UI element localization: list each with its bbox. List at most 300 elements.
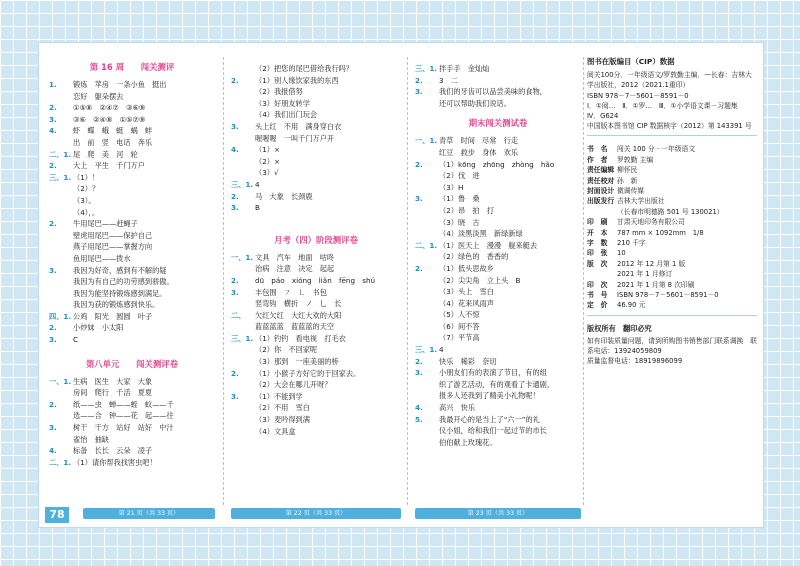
answer-line [415,170,581,182]
answer-text: （2）昂 拍 打 [439,205,494,215]
question-number: 2. [231,368,239,378]
answer-text: ①⑤⑧ ②④⑦ ③⑥⑨ [73,103,146,113]
answer-line [415,98,581,110]
answer-text: 还可以帮助我们说话。 [439,98,511,108]
answer-text: 竖弯钩 横折 ノ 乚 长 [255,299,342,309]
answer-line [49,241,215,253]
answer-line [415,159,581,171]
rights-lines [587,336,757,367]
answer-text: 标备 长长 云朵 凌子 [73,446,153,456]
col2-lines2 [231,252,401,438]
question-number: 二、1. [415,240,438,250]
answer-text: 我最开心的是当上了“六一”的礼 [439,414,540,424]
question-number: 2. [49,399,57,409]
answer-text: （2）你 不回家呢 [255,345,318,355]
answer-line [415,147,581,159]
answer-text: dū páo xióng liǎn fēng shú [255,275,376,285]
footer-page-right: 第 23 页（共 33 页） [415,508,581,519]
answer-line [415,390,581,402]
answer-text: 雀怡 抽缺 [73,434,109,444]
answer-text: 壁虎用尾巴——保护自己 [73,230,153,240]
metadata-value: （长春市明德路 501 号 130021） [617,207,724,216]
answer-line [415,402,581,414]
answer-line [49,149,215,161]
question-number: 2. [231,75,239,85]
metadata-row [587,228,757,238]
answer-text: （1）！ [73,172,100,182]
answer-line [49,79,215,91]
question-number: 2. [49,103,57,113]
metadata-key: 印 张 [587,249,608,258]
answer-line [49,299,215,311]
metadata-key [587,207,617,217]
answer-text: （1）别人缘饮家我的东西 [255,75,339,85]
column-divider [223,57,224,505]
metadata-key: 责任校对 [587,176,615,185]
answer-text: （3）。 [73,195,96,205]
cip-paragraphs [587,70,757,131]
answer-text: 高兴 快乐 [439,403,475,413]
column-divider [583,57,584,505]
answer-line [49,334,215,346]
answer-text: （5）人不惊 [439,310,480,320]
answer-text: 丰包围 ㇇ ㇗ 书包 [255,287,327,297]
question-number: 三、1. [49,172,72,182]
answer-line [49,91,215,103]
answer-text: ③⑥ ②④⑧ ①⑤⑦⑨ [73,114,146,124]
answer-sheet [38,42,764,528]
answer-line [231,287,401,299]
answer-text: 尾 爬 美 河 轮 [73,149,138,159]
answer-line [415,379,581,391]
metadata-value: 吉林大学出版社 [617,197,665,206]
question-number: 2. [415,263,423,273]
answer-line [231,191,401,203]
answer-line [49,410,215,422]
answer-line [231,75,401,87]
question-number: 三、1. [415,345,438,355]
question-number: 1. [49,80,57,89]
question-number: 3. [231,287,239,297]
question-number: 3. [231,203,239,213]
answer-text: （2）伐 进 [439,171,480,181]
metadata-value: 46.90 元 [617,301,646,310]
metadata-value: 787 mm × 1092mm 1/8 [617,228,704,237]
metadata-value: 孙 新 [617,176,638,185]
question-number: 3. [49,114,57,124]
question-number: 4. [49,126,57,136]
answer-text: 红豆 救步 身体 欢乐 [439,147,519,157]
answer-text: 虾 蝶 蛾 蜓 蜗 蚌 [73,126,153,136]
answer-line [49,265,215,277]
question-number: 2. [415,75,423,85]
answer-line [49,288,215,300]
answer-line [415,217,581,229]
answer-line [49,457,215,469]
question-number: 3. [415,368,423,378]
cip-divider [587,315,757,316]
answer-line [415,275,581,287]
col2-lines [231,63,401,214]
answer-text: （3）头上 雪白 [439,287,494,297]
answer-text: （3）那到 一座美丽的桥 [255,357,339,367]
answer-text: （4），。 [73,207,100,217]
question-number: 一、1. [231,252,254,262]
answer-line [49,399,215,411]
answer-text: 治病 注意 决定 起起 [255,264,335,274]
question-number: 3. [49,423,57,433]
question-number: 3. [415,87,423,97]
question-number: 四、1. [49,311,72,321]
answer-text: （1）低头思故乡 [439,263,494,273]
metadata-key: 书 名 [587,145,608,154]
answer-text: 我因为能坚持锻炼感到满足。 [73,288,167,298]
answer-line [231,310,401,322]
metadata-value: 2021 年 1 月第 8 次印刷 [617,280,695,289]
answer-text: （1）鲁 桑 [439,194,480,204]
metadata-value: ISBN 978－7－5601－8591－0 [617,290,719,299]
cip-paragraph: Ⅰ．①阅… Ⅱ．①罗… Ⅲ．①小学语文课－习题集 Ⅳ．G624 [587,101,745,121]
answer-line [415,332,581,344]
page-number-badge: 78 [45,507,69,523]
question-number: 3. [415,194,423,204]
metadata-row [587,186,757,196]
answer-line [49,322,215,334]
question-number: 二、1. [49,149,72,159]
metadata-row [587,280,757,290]
answer-text: （1）× [255,145,280,155]
answer-text: （2）？ [73,184,100,194]
rights-heading: 版权所有 翻印必究 [587,323,652,333]
answer-line [415,205,581,217]
answer-line [231,167,401,179]
answer-text: （3）√ [255,168,279,178]
answer-text: 我们的牙齿可以品尝美味的食物， [439,87,547,97]
metadata-value: 甘肃天地印务有限公司 [617,218,685,227]
metadata-row [587,144,757,154]
metadata-key: 开 本 [587,228,608,237]
answer-line [49,422,215,434]
answer-line [49,207,215,219]
metadata-row [587,176,757,186]
answer-line [49,125,215,137]
answer-text: （3）H [439,182,464,192]
answer-line [415,425,581,437]
answer-text: 我因为好奇，感到有不解的疑 [73,265,167,275]
metadata-row [587,155,757,165]
book-metadata [587,144,757,310]
metadata-value: 210 千字 [617,238,646,247]
answer-line [231,144,401,156]
answer-text: （1）钓钓 看电视 打毛衣 [255,333,346,343]
metadata-row [587,196,757,206]
answer-line [415,344,581,356]
answer-line [231,321,401,333]
answer-text: 4 [255,179,260,189]
column-divider [407,57,408,505]
metadata-value: 柳怀民 [617,166,638,175]
answer-text: 拌手手 金灿灿 [439,64,490,73]
answer-line [415,367,581,379]
answer-line [415,135,581,147]
answer-line [49,172,215,184]
answer-text: （1）kōng zhōng zhòng hǎo [439,159,555,169]
metadata-row [587,290,757,300]
cip-paragraph: 阅关100分．一年级语文/罗敦勤主编．—长春：吉林大学出版社，2012（2021.1重印） [587,71,752,90]
answer-line [231,402,401,414]
question-number: 2. [49,161,57,171]
answer-text: 3 二 [439,75,458,85]
answer-text: （2）× [255,156,280,166]
answer-line [231,121,401,133]
col3-lines2 [415,135,581,448]
answer-line [415,240,581,252]
answer-text: （2）绿色的 香香的 [439,252,509,262]
answer-text: 牛用尾巴——赶蝇子 [73,219,138,229]
answer-text: （7）平节高 [439,333,480,343]
answer-line [49,376,215,388]
answer-text: （3）晓 古 [439,217,480,227]
answer-text: 仪小姐，给和我们一起过节的市长 [439,426,547,436]
answer-line [49,137,215,149]
answer-line [415,321,581,333]
answer-text: 公鸡 阳光 圆圆 叶子 [73,311,153,321]
answer-line [415,356,581,368]
answer-text: 小朋友们有的表演了节目，有的组 [439,368,547,378]
column-2 [231,57,401,437]
answer-text: （1）请你帮我找害虫吧！ [73,457,157,467]
metadata-value: 闯关 100 分 · 一年级语文 [617,145,696,154]
answer-text: （4）淡黑淡黑 新绿新绿 [439,229,523,239]
metadata-key: 印 刷 [587,218,608,227]
metadata-key: 书 号 [587,290,608,299]
answer-line [231,86,401,98]
answer-text: 小炒妹 小太阳 [73,323,124,333]
answer-text: 头上红 不用 满身穿白衣 [255,121,342,131]
question-number: 3. [231,391,239,401]
answer-line [415,437,581,449]
answer-text: 树干 干方 站好 站好 中汁 [73,423,174,433]
answer-text: 欠红欠红 大红大欢的大阳 [255,310,342,320]
question-number: 3. [49,265,57,275]
answer-line [49,276,215,288]
answer-text: 燕子用尾巴——掌握方向 [73,242,153,252]
answer-line [415,263,581,275]
answer-text: 报多人还我到了精美小礼物呢！ [439,391,540,401]
question-number: 4. [231,145,239,155]
answer-text: （6）间不答 [439,321,480,331]
metadata-row [587,300,757,310]
answer-text: 4 [439,345,444,355]
metadata-row [587,165,757,175]
col1-lines [49,79,215,346]
metadata-key: 定 价 [587,301,608,310]
question-number: 二、 [231,310,246,320]
answer-line [49,195,215,207]
metadata-key: 版 次 [587,259,608,268]
question-number: 3. [49,335,57,345]
question-number: 三、1. [415,64,438,73]
rights-block [587,324,757,367]
answer-text: 蓝蓝蓝蓝 蓝蓝蓝的天空 [255,322,335,332]
metadata-row [587,269,757,279]
answer-text: （2）大会在哪儿开呀？ [255,380,332,390]
answer-text: 房间 爬行 千活 夏夏 [73,388,153,398]
answer-line [231,333,401,345]
question-number: 2. [415,159,423,169]
section-title-unit8: 第八单元 闯关测评卷 [85,358,179,369]
cip-column [587,57,757,366]
question-number: 2. [231,191,239,201]
answer-text: 锻炼 苹房 一条小鱼 挺出 [73,80,167,89]
answer-line [231,344,401,356]
answer-line [415,251,581,263]
metadata-key: 责任编辑 [587,166,615,175]
col3-lines [415,63,581,109]
section-title-month4: 月考（四）阶段测评卷 [274,234,358,245]
answer-line [231,298,401,310]
answer-line [49,434,215,446]
answer-line [415,286,581,298]
question-number: 三、1. [231,179,254,189]
metadata-key: 出版发行 [587,197,615,206]
question-number: 一、1. [415,136,438,146]
metadata-key [587,269,617,279]
answer-text: （2）我报借努 [255,87,303,97]
answer-text: 快乐 稀彩 奈切 [439,356,497,366]
answer-line [231,414,401,426]
answer-text: 我因为获的锻炼感到快乐。 [73,300,160,310]
answer-text: 伯伯献上玫瑰花。 [439,437,497,447]
answer-text: （1）不能到学 [255,391,303,401]
answer-text: （4）花来风雨声 [439,298,494,308]
metadata-row [587,238,757,248]
cip-paragraph: 中国版本图书馆 CIP 数据核字（2012）第 143391 号 [587,122,752,131]
answer-line [231,368,401,380]
question-number: 4. [49,446,57,456]
answer-line [231,133,401,145]
answer-line [49,387,215,399]
answer-line [49,311,215,323]
answer-text: 恋好 躯朵摆去 [73,91,124,101]
answer-line [231,391,401,403]
section-title-final: 期末闯关测试卷 [468,118,528,129]
answer-text: 出 前 竖 电话 奔乐 [73,137,153,147]
metadata-row [587,259,757,269]
metadata-key: 作 者 [587,155,608,164]
answer-text: 喔喔喔 一叫千门万户开 [255,133,335,143]
answer-line [49,253,215,265]
answer-text: （1）小猴子方好它的于回家去。 [255,368,361,378]
answer-line [415,86,581,98]
answer-text: 大上 平生 千门万户 [73,161,145,171]
rights-line: 质量监督电话：18919896099 [587,357,683,366]
answer-line [49,218,215,230]
answer-line [231,356,401,368]
metadata-key: 印 次 [587,280,608,289]
metadata-value: 2021 年 1 月修订 [617,270,673,279]
metadata-value: 10 [617,249,626,258]
answer-line [49,230,215,242]
answer-text: 织了游艺活动，有的观看了卡通剧， [439,379,555,389]
column-1 [49,57,215,468]
answer-line [49,445,215,457]
answer-line [415,298,581,310]
answer-line [49,183,215,195]
cip-heading: 图书在版编目（CIP）数据 [587,57,675,66]
answer-line [231,63,401,75]
answer-text: B [255,203,260,213]
answer-text: （4）文具盒 [255,426,296,436]
answer-line [49,160,215,172]
answer-text: （2）把您的尾巴借给我行吗？ [255,64,354,73]
answer-text: C [73,335,79,345]
section-title-week16: 第 16 周 闯关测评 [89,62,175,72]
answer-text: （2）不用 雪白 [255,403,310,413]
question-number: 一、1. [49,376,72,386]
metadata-value: 罗敦勤 主编 [617,155,654,164]
cip-paragraph: ISBN 978－7－5601－8591－0 [587,91,689,100]
answer-text: （2）尖尖角 立上头 B [439,275,521,285]
metadata-value: 2012 年 12 月第 1 版 [617,259,686,268]
column-3 [415,57,581,448]
metadata-row [587,217,757,227]
answer-line [415,228,581,240]
answer-line [231,98,401,110]
answer-line [415,63,581,75]
answer-line [415,309,581,321]
answer-line [415,193,581,205]
answer-line [231,275,401,287]
footer-page-mid: 第 22 页（共 33 页） [231,508,401,519]
answer-text: （3）好朋友转学 [255,98,310,108]
answer-line [415,182,581,194]
metadata-key: 封面设计 [587,186,615,195]
answer-line [231,109,401,121]
question-number: 三、1. [231,333,254,343]
answer-line [231,202,401,214]
question-number: 2. [49,219,57,229]
metadata-row [587,248,757,258]
answer-line [231,252,401,264]
answer-text: （4）我们出门玩会 [255,110,318,120]
question-number: 二、1. [49,457,72,467]
col1-lines2 [49,376,215,469]
question-number: 5. [415,414,423,424]
footer-page-left: 第 21 页（共 33 页） [83,508,215,519]
answer-line [231,156,401,168]
question-number: 2. [415,356,423,366]
answer-line [415,414,581,426]
answer-text: （3）麦吟得到满 [255,415,310,425]
answer-text: 文具 汽车 地面 咕咚 [255,252,335,262]
answer-text: 生病 医生 大家 大象 [73,376,153,386]
metadata-value: 微调传媒 [617,186,645,195]
answer-line [231,379,401,391]
answer-line [231,179,401,191]
question-number: 3. [231,121,239,131]
metadata-row [587,207,757,217]
answer-text: 青草 时间 尽常 行走 [439,136,519,146]
answer-line [49,114,215,126]
rights-line: 如有印装质量问题，请到所购图书销售部门联系调换 联系电话：13924059809 [587,336,757,356]
answer-text: 马 大象 长颈鹿 [255,191,313,201]
answer-line [231,426,401,438]
answer-line [49,102,215,114]
answer-text: 我因为有自己的功劳感到骄傲。 [73,277,174,287]
cip-divider [587,135,757,136]
metadata-key: 字 数 [587,238,608,247]
